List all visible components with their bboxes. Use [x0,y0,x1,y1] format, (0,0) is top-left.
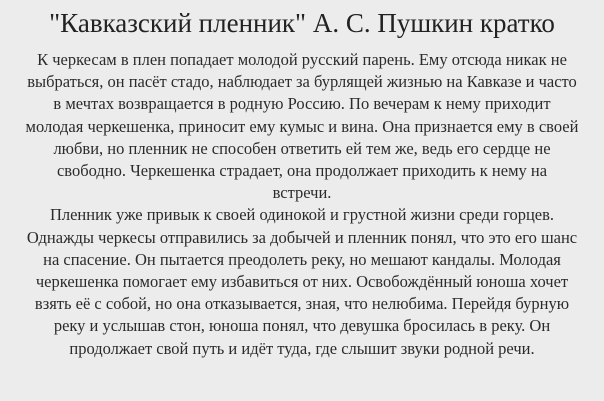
text-line: свободно. Черкешенка страдает, она продолжает приходить к нему на [56,161,548,181]
text-line: реку и услышав стон, юноша понял, что девушка бросилась в реку. Он [53,316,551,336]
text-line: молодая черкешенка, приносит ему кумыс и вина. Она признается ему в своей [25,116,579,136]
document-body [0,49,604,360]
text-line: черкешенка помогает ему избавиться от них. Освобождённый юноша хочет [35,272,569,292]
text-line: на спасение. Он пытается преодолеть реку, но мешают кандалы. Молодая [43,249,561,269]
text-line: в мечтах возвращается в родную Россию. По вечерам к нему приходит [53,94,551,114]
text-line: продолжает свой путь и идёт туда, где слышит звуки родной речи. [69,338,535,358]
text-line: любви, но пленник не способен ответить ей тем же, ведь его сердце не [53,138,551,158]
text-line: встречи. [272,183,332,203]
text-line: Пленник уже привык к своей одинокой и грустной жизни среди горцев. [49,205,555,225]
text-line: Однажды черкесы отправились за добычей и пленник понял, что это его шанс [26,227,578,247]
text-line: К черкесам в плен попадает молодой русский парень. Ему отсюда никак не [37,50,567,69]
text-line: выбраться, он пасёт стадо, наблюдает за бурлящей жизнью на Кавказе и часто [27,72,577,92]
document-title: "Кавказский пленник" А. С. Пушкин кратко [49,8,555,38]
text-line: взять её с собой, но она отказывается, зная, что нелюбима. Перейдя бурную [34,294,570,314]
